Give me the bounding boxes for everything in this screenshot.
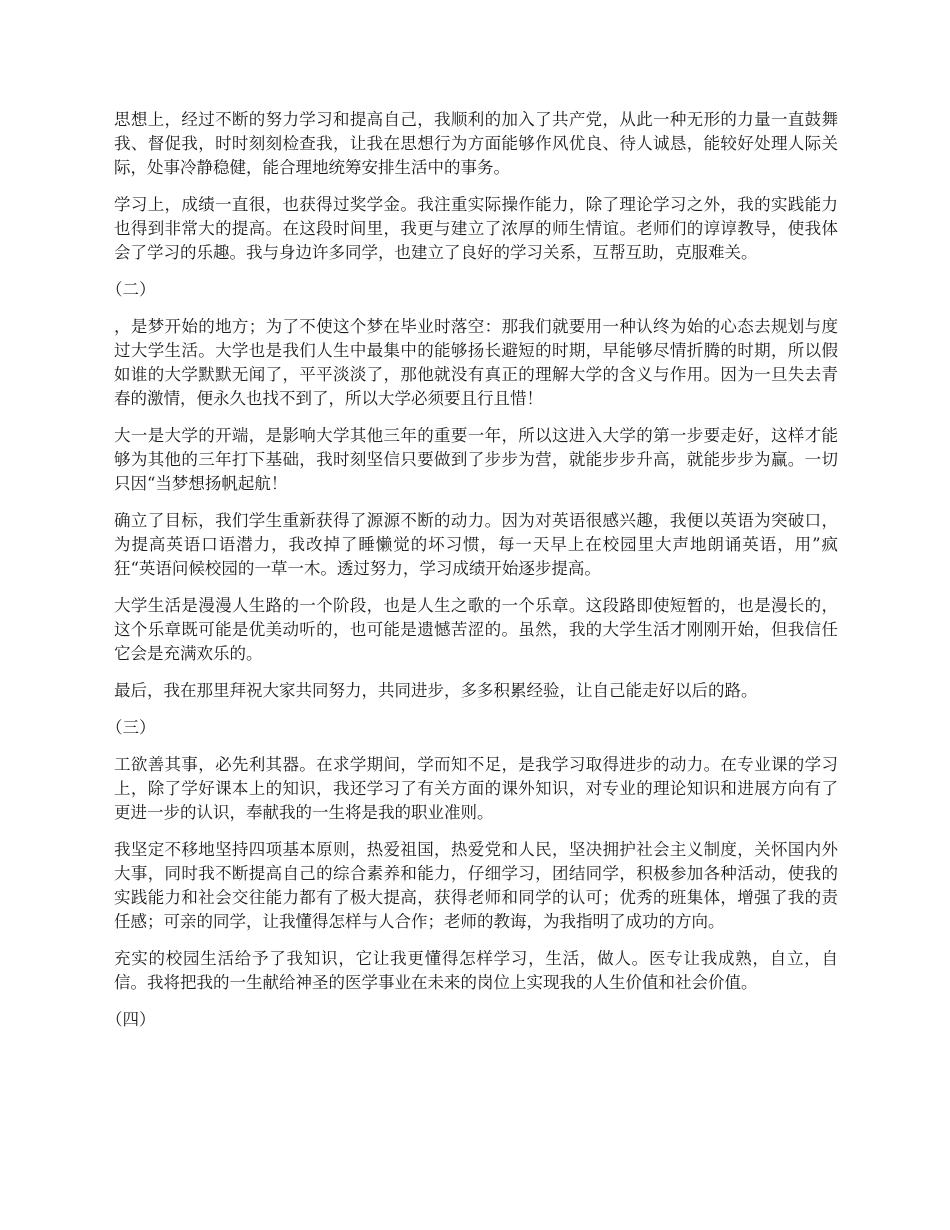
section-heading-4: （四） xyxy=(106,1010,156,1029)
paragraph-dream: ，是梦开始的地方；为了不使这个梦在毕业时落空：那我们就要用一种认终为始的心态去规划与度过大学生活。大学也是我们人生中最集中的能够扬长避短的时期，早能够尽情折腾的时期，所以假如谁的大学默默无闻了，平平淡淡了，那他就没有真正的理解大学的含义与作用。因为一旦失去青春的激情，便永久也找不到了，所以大学必须要且行且惜！ xyxy=(114,317,838,408)
section-heading-2: （二） xyxy=(106,280,156,299)
section-heading-3: （三） xyxy=(106,718,156,737)
paragraph-college-life: 大学生活是漫漫人生路的一个阶段，也是人生之歌的一个乐章。这段路即使短暂的，也是漫长的，这个乐章既可能是优美动听的，也可能是遗憾苦涩的。虽然，我的大学生活才刚刚开始，但我信任它会是充满欢乐的。 xyxy=(114,596,838,663)
paragraph-english: 确立了目标，我们学生重新获得了源源不断的动力。因为对英语很感兴趣，我便以英语为突破口，为提高英语口语潜力，我改掉了睡懒觉的坏习惯，每一天早上在校园里大声地朗诵英语，用”疯狂“英语问候校园的一草一木。透过努力，学习成绩开始逐步提高。 xyxy=(114,511,838,578)
paragraph-campus: 充实的校园生活给予了我知识，它让我更懂得怎样学习，生活，做人。医专让我成熟，自立，自信。我将把我的一生献给神圣的医学事业在未来的岗位上实现我的人生价值和社会价值。 xyxy=(114,949,838,992)
document-page xyxy=(106,108,838,1045)
paragraph-study: 学习上，成绩一直很，也获得过奖学金。我注重实际操作能力，除了理论学习之外，我的实践能力也得到非常大的提高。在这段时间里，我更与建立了浓厚的师生情谊。老师们的谆谆教导，使我体会了学习的乐趣。我与身边许多同学，也建立了良好的学习关系，互帮互助，克服难关。 xyxy=(114,195,838,262)
paragraph-principles: 我坚定不移地坚持四项基本原则，热爱祖国，热爱党和人民，坚决拥护社会主义制度，关怀国内外大事，同时我不断提高自己的综合素养和能力，仔细学习，团结同学，积极参加各种活动，使我的实践能力和社会交往能力都有了极大提高，获得老师和同学的认可；优秀的班集体，增强了我的责任感；可亲的同学，让我懂得怎样与人合作；老师的教诲，为我指明了成功的方向。 xyxy=(114,840,838,931)
paragraph-thought: 思想上，经过不断的努力学习和提高自己，我顺利的加入了共产党，从此一种无形的力量一直鼓舞我、督促我，时时刻刻检查我，让我在思想行为方面能够作风优良、待人诚恳，能较好处理人际关际，处事冷静稳健，能合理地统筹安排生活中的事务。 xyxy=(114,110,838,177)
paragraph-tools: 工欲善其事，必先利其器。在求学期间，学而知不足，是我学习取得进步的动力。在专业课的学习上，除了学好课本上的知识，我还学习了有关方面的课外知识，对专业的理论知识和进展方向有了更进一步的认识，奉献我的一生将是我的职业准则。 xyxy=(114,755,838,822)
paragraph-freshman: 大一是大学的开端，是影响大学其他三年的重要一年，所以这进入大学的第一步要走好，这样才能够为其他的三年打下基础，我时刻坚信只要做到了步步为营，就能步步升高，就能步步为赢。一切只因“当梦想扬帆起航！ xyxy=(114,426,838,493)
paragraph-closing: 最后，我在那里拜祝大家共同努力，共同进步，多多积累经验，让自己能走好以后的路。 xyxy=(114,681,758,700)
